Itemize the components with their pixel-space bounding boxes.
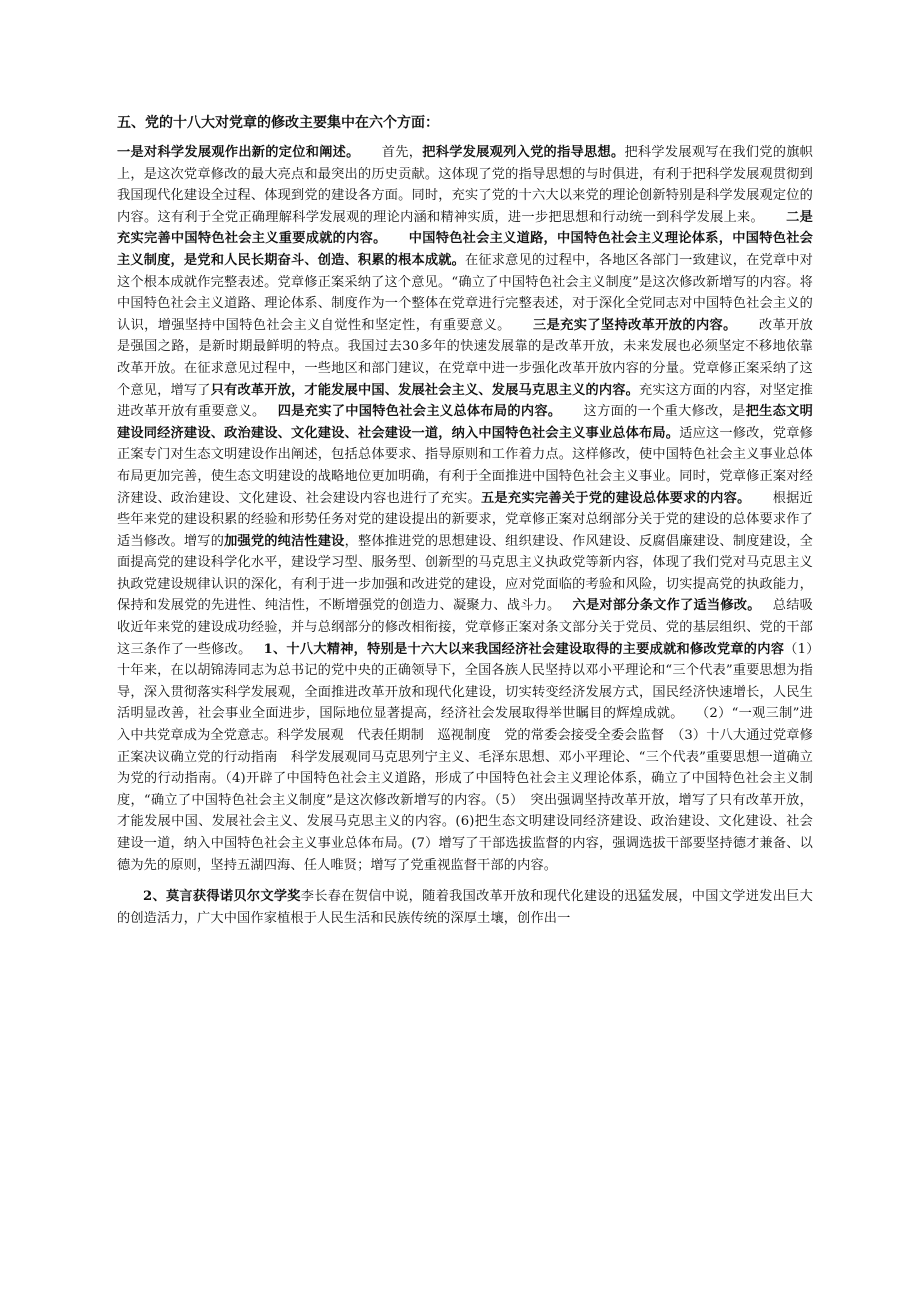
text-run: 根据近些年来党的建设积累的经验和形势任务对党的建设提出的新要求，党章修正案对总纲部分关于党的建设的总体要求作了适当修改。增写的 [117,490,813,549]
text-run: 这方面的一个重大修改，是 [583,404,746,420]
item-one-title: 1、十八大精神，特别是十六大以来我国经济社会建设取得的主要成就和修改党章的内容 [263,641,785,657]
text-run: （2）“一观三制”进入中共党章成为全党意志。科学发展观 代表任期制 巡视制度 党的常委会接受全委会监督 （3）十八大通过党章修正案决议确立党的行动指南 科学发展观同马克思列宁主义、毛泽东思想、邓小平理论、“三个代表”重要思想一道确立为党的行动指南。（4)开辟了中国特色社会主义道路，形成了中国特色社会主义理论体系，确立了中国特色社会主义制度，“确立了中国特色社会主义制度”是这次修改新增写的内容。（5） 突出强调坚持改革开放，增写了只有改革开放，才能发展中国、发展社会主义、发展马克思主义的内容。(6)把生态文明建设同经济建设、政治建设、文化建设、社会建设一道，纳入中国特色社会主义事业总体布局。(7）增写了干部选拔监督的内容，强调选拔干部要坚持德才兼备、以德为先的原则，坚持五湖四海、任人唯贤；增写了党重视监督干部的内容。 [117,706,814,873]
text-run: （1）十年来，在以胡锦涛同志为总书记的党中央的正确领导下，全国各族人民坚持以邓小平理论和“三个代表”重要思想为指导，深入贯彻落实科学发展观，全面推进改革开放和现代化建设，切实转变经济发展方式，国民经济快速增长，人民生活明显改善，社会事业全面进步，国际地位显著提高，经济社会发展取得举世瞩目的辉煌成就。 [117,641,814,722]
text-run: 总结吸收近年来党的建设成功经验，并与总纲部分的修改相衔接，党章修正案对条文部分关于党员、党的基层组织、党的干部这三条作了一些修改。 [117,598,814,657]
point-three-title: 三是充实了坚持改革开放的内容。 [532,317,737,333]
point-three-emphasis: 只有改革开放，才能发展中国、发展社会主义、发展马克思主义的内容。 [210,382,640,398]
text-run: 适应这一修改，党章修正案专门对生态文明建设作出阐述，包括总体要求、指导原则和工作着力点。这样修改，使中国特色社会主义事业总体布局更加完善，使生态文明建设的战略地位更加明确，有利于全面推进中国特色社会主义事业。同时，党章修正案对经济建设、政治建设、文化建设、社会建设内容也进行了充实。 [117,425,814,506]
text-run: 李长春在贺信中说，随着我国改革开放和现代化建设的迅猛发展，中国文学迸发出巨大的创造活力，广大中国作家植根于人民生活和民族传统的深厚土壤，创作出一 [117,889,813,926]
text-run: 在征求意见的过程中，各地区各部门一致建议，在党章中对这个根本成就作完整表述。党章修正案采纳了这个意见。“确立了中国特色社会主义制度”是这次修改新增写的内容。将中国特色社会主义道路、理论体系、制度作为一个整体在党章进行完整表述，对于深化全党同志对中国特色社会主义的认识，增强坚持中国特色社会主义自觉性和坚定性，有重要意义。 [117,252,813,333]
point-four-title: 四是充实了中国特色社会主义总体布局的内容。 [277,404,562,420]
text-run: 首先， [381,145,423,160]
point-one-title: 一是对科学发展观作出新的定位和阐述。 [117,145,360,160]
item-two-title: 2、莫言获得诺贝尔文学奖 [143,889,301,905]
point-two-emphasis: 中国特色社会主义道路，中国特色社会主义理论体系，中国特色社会主义制度，是党和人民长期奋斗、创造、积累的根本成就。 [117,231,814,268]
point-five-title: 五是充实完善关于党的建设总体要求的内容。 [480,490,751,506]
second-paragraph [117,886,813,929]
text-run: 改革开放是强国之路，是新时期最鲜明的特点。我国过去30多年的快速发展靠的是改革开放，未来发展也必须坚定不移地依靠改革开放。在征求意见过程中，一些地区和部门建议，在党章中进一步强化改革开放内容的分量。党章修正案采纳了这个意见，增写了 [117,317,813,398]
point-five-emphasis: 加强党的纯洁性建设 [224,533,345,549]
point-two-title: 二是充实完善中国特色社会主义重要成就的内容。 [117,209,813,247]
point-four-emphasis: 把生态文明建设同经济建设、政治建设、文化建设、社会建设一道，纳入中国特色社会主义事业总体布局。 [117,404,814,441]
document-page [117,112,813,929]
text-run: 充实这方面的内容，对坚定推进改革开放有重要意义。 [117,382,813,420]
main-paragraph [117,142,813,876]
text-run: ，整体推进党的思想建设、组织建设、作风建设、反腐倡廉建设、制度建设，全面提高党的建设科学化水平，建设学习型、服务型、创新型的马克思主义执政党等新内容，体现了我们党对马克思主义执政党建设规律认识的深化，有利于进一步加强和改进党的建设，应对党面临的考验和风险，切实提高党的执政能力，保持和发展党的先进性、纯洁性，不断增强党的创造力、凝聚力、战斗力。 [117,533,813,614]
section-heading: 五、党的十八大对党章的修改主要集中在六个方面： [117,115,439,131]
point-one-emphasis: 把科学发展观列入党的指导思想。 [422,145,625,160]
text-run: 把科学发展观写在我们党的旗帜上，是这次党章修改的最大亮点和最突出的历史贡献。这体现了党的指导思想的与时俱进，有利于把科学发展观贯彻到我国现代化建设全过程、体现到党的建设各方面。同时，充实了党的十六大以来党的理论创新特别是科学发展观定位的内容。这有利于全党正确理解科学发展观的理论内涵和精神实质，进一步把思想和行动统一到科学发展上来。 [117,145,814,225]
point-six-title: 六是对部分条文作了适当修改。 [572,598,761,614]
